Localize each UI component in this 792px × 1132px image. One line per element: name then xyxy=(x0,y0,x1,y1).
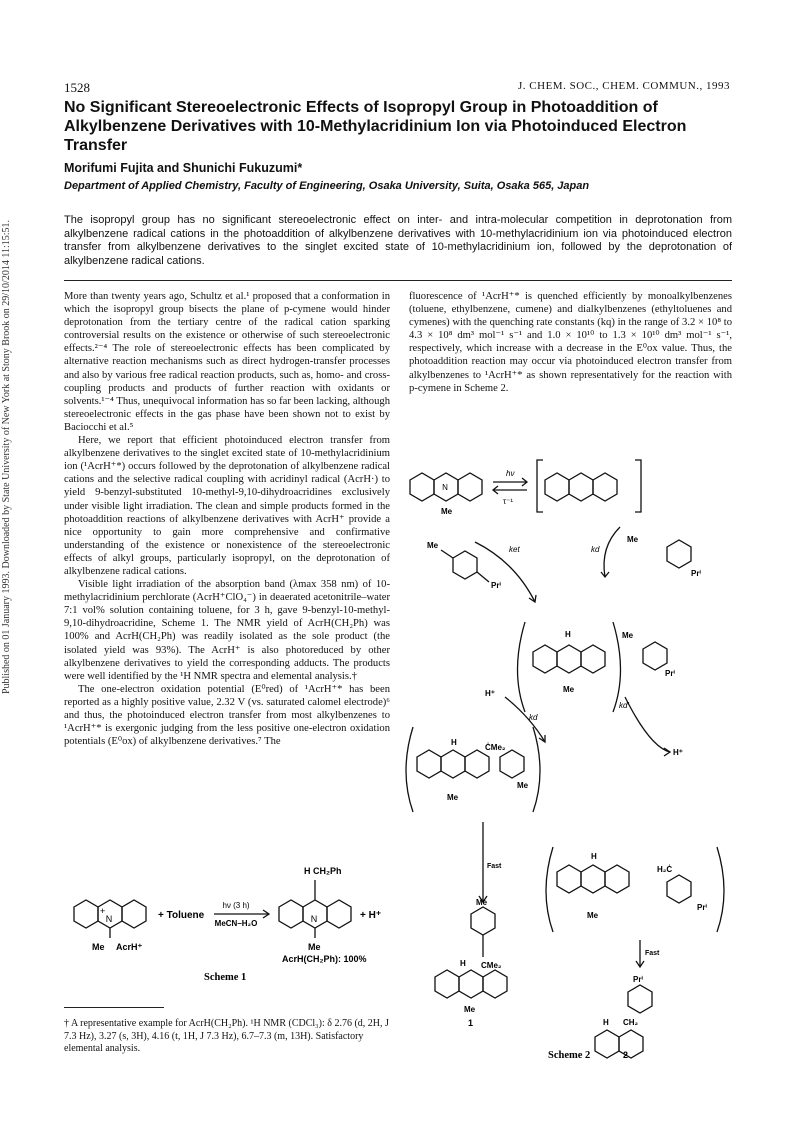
authors: Morifumi Fujita and Shunichi Fukuzumi* xyxy=(64,161,303,175)
article-title: No Significant Stereoelectronic Effects of Isopropyl Group in Photoaddition of Alkylbenzene Derivatives with 10-Methylacridinium Ion via Photoinduced Electron Transfer xyxy=(64,99,687,154)
scheme1-conditions-bottom: MeCN–H₂O xyxy=(214,919,258,928)
scheme2-me-3: Me xyxy=(627,535,639,544)
footnote: † A representative example for AcrH(CH₂Ph). ¹H NMR (CDCl₃): δ 2.76 (d, 2H, J 7.3 Hz), 3.27 (s, 3H), 4.16 (t, 1H, J 7.3 Hz), 6.7–7.3 (m, 13H). Satisfactory elemental analysis. xyxy=(64,1018,389,1054)
paragraph-intro: More than twenty years ago, Schultz et al.¹ proposed that a conformation in which the isopropyl group bisects the plane of p-cymene would hinder deprotonation from the tertiary centre of the radical cation sparking controversial results on the existence or otherwise of such stereoelectronic effects.²⁻⁴ The role of stereoelectronic effects has been complicated by alternative reaction mechanisms such as direct hydrogen-transfer processes and also by various free radical reaction products, such as, homo- and cross-coupling products and products of further reaction with oxidants or solvents.¹⁻⁴ Thus, unequivocal information has so far been lacking, although stereoelectronic effects in the gas phase have been shown not to exist by Baciocchi et al.⁵ xyxy=(64,291,390,433)
scheme2-label-2: 2 xyxy=(623,1050,629,1060)
scheme2-me-7: Me xyxy=(447,793,459,802)
scheme1-yield: AcrH(CH₂Ph): 100% xyxy=(282,954,367,964)
scheme2-me-5: Me xyxy=(563,685,575,694)
scheme2-h2c: H₂Ċ xyxy=(657,865,673,874)
svg-text:N: N xyxy=(442,483,448,492)
scheme2-h-plus-1: H⁺ xyxy=(485,689,495,698)
scheme-1 xyxy=(64,852,394,982)
scheme2-me-9: Me xyxy=(476,898,488,907)
scheme2-pr-4: Prⁱ xyxy=(697,903,707,912)
scheme2-hv: hν xyxy=(506,469,515,478)
journal-header: J. CHEM. SOC., CHEM. COMMUN., 1993 xyxy=(518,80,730,92)
scheme1-caption: Scheme 1 xyxy=(204,972,247,982)
scheme1-product-top: H CH₂Ph xyxy=(304,866,342,876)
scheme2-fast-2: Fast xyxy=(645,950,660,957)
scheme1-me-left: Me xyxy=(92,942,105,952)
page-number: 1528 xyxy=(64,80,90,95)
paragraph-fluorescence: fluorescence of ¹AcrH⁺* is quenched efficiently by monoalkylbenzenes (toluene, ethylbenzene, cumene) and dialkylbenzenes (ethyltoluenes and cymenes) with the quenching rate constants (kq) in the range of 3.2 × 10⁸ to 4.3 × 10⁸ dm³ mol⁻¹ s⁻¹ and 1.0 × 10¹⁰ to 1.3 × 10¹⁰ dm³ mol⁻¹ s⁻¹, respectively, which increase with a decrease in the E⁰ox value. Thus, the photoaddition reaction may occur via photoinduced electron transfer from alkylbenzenes to ¹AcrH⁺* as shown representatively for the reaction with p-cymene in Scheme 2. xyxy=(409,291,732,394)
scheme2-pr-1: Prⁱ xyxy=(491,581,501,590)
scheme2-h-5: H xyxy=(603,1018,609,1027)
scheme2-h-3: H xyxy=(591,852,597,861)
svg-text:+: + xyxy=(100,906,106,916)
scheme2-h-2: H xyxy=(451,738,457,747)
abstract-divider xyxy=(64,280,732,281)
scheme1-acr-label: AcrH⁺ xyxy=(116,942,143,952)
scheme2-cme2: ĊMe₂ xyxy=(485,743,506,752)
scheme-2 xyxy=(405,452,735,1064)
ring-left-c xyxy=(122,900,146,928)
scheme1-plus-h: + H⁺ xyxy=(360,910,382,921)
scheme1-reagent: + Toluene xyxy=(158,910,205,921)
scheme2-kd: kd xyxy=(591,545,600,554)
scheme2-cme2-product: CMe₂ xyxy=(481,961,502,970)
paragraph-irradiation: Visible light irradiation of the absorption band (λmax 358 nm) of 10-methylacridinium perchlorate (AcrH⁺ClO₄⁻) in deaerated acetonitrile–water 7:1 vol% solution containing toluene, for 3 h, gave 9-benzyl-10-methyl-9,10-dihydroacridine, Scheme 1. The NMR yield of AcrH(CH₂Ph) was 100% and AcrH(CH₂Ph) was readily isolated as the sole product (the isolated yield was 93%). The AcrH⁺ is also photoreduced by other alkylbenzene derivatives to yield the corresponding adducts. The products were well identified by the ¹H NMR spectra and elemental analysis.† xyxy=(64,579,390,682)
scheme2-label-1: 1 xyxy=(468,1018,474,1028)
scheme2-me-6: Me xyxy=(517,781,529,790)
body-column-left xyxy=(64,290,390,748)
scheme1-me-right: Me xyxy=(308,942,321,952)
download-sidebar-note: Published on 01 January 1993. Downloaded by State University of New York at Stony Brook on 29/10/2014 11:15:51. xyxy=(1,219,12,695)
scheme2-pr-5: Prⁱ xyxy=(633,975,643,984)
scheme2-h-1: H xyxy=(565,630,571,639)
scheme2-kd-prime: kd′ xyxy=(619,701,629,710)
abstract: The isopropyl group has no significant stereoelectronic effect on inter- and intra-molecular competition in deprotonation from alkylbenzene radical cations in the photoaddition of alkylbenzene derivatives with 10-methylacridinium ion via photoinduced electron transfer from alkylbenzene derivatives to the singlet excited state of 10-methylacridinium ion, followed by the deprotonation of alkylbenzene radical cations. xyxy=(64,214,732,267)
footnote-rule xyxy=(64,1007,164,1008)
svg-text:N: N xyxy=(310,914,318,924)
scheme2-me-8: Me xyxy=(587,911,599,920)
svg-text:N: N xyxy=(105,914,113,924)
scheme2-caption: Scheme 2 xyxy=(548,1050,591,1061)
scheme2-fast-1: Fast xyxy=(487,863,502,870)
scheme2-pr-3: Prⁱ xyxy=(665,669,675,678)
scheme2-h-4: H xyxy=(460,959,466,968)
scheme2-kd-2: kd xyxy=(529,713,538,722)
scheme2-h-plus-2: H⁺ xyxy=(673,748,683,757)
body-column-right xyxy=(409,290,732,395)
scheme2-tau: τ⁻¹ xyxy=(503,497,514,506)
scheme1-conditions-top: hν (3 h) xyxy=(222,901,250,910)
scheme2-me-10: Me xyxy=(464,1005,476,1014)
scheme2-me-2: Me xyxy=(427,541,439,550)
scheme2-me-4: Me xyxy=(622,631,634,640)
scheme2-pr-2: Prⁱ xyxy=(691,569,701,578)
scheme2-me-1: Me xyxy=(441,507,453,516)
scheme2-ket: ket xyxy=(509,545,520,554)
paragraph-report: Here, we report that efficient photoinduced electron transfer from alkylbenzene derivatives to the singlet excited state of 10-methylacridinium ion (¹AcrH⁺*) occurs followed by the deprotonation of alkylbenzene radical cations and the selective radical coupling with acridinyl radical (AcrH·) to yield 9-benzyl-substituted 10-methyl-9,10-dihydroacridines exclusively under visible light irradiation. The clean and simple products formed in the photoaddition reactions of alkylbenzene derivatives with AcrH⁺ provide a nice opportunity to gain more comprehensive and confirmative understanding of the existence or nonexistence of the stereoelectronic effects of alkyl groups, particularly isopropyl, on the deprotonation of alkylbenzene radical cations. xyxy=(64,435,390,577)
ring-left-a xyxy=(74,900,98,928)
paragraph-potential: The one-electron oxidation potential (E⁰red) of ¹AcrH⁺* has been reported as a highly positive value, 2.32 V (vs. saturated calomel electrode)⁶ and thus, the photoinduced electron transfer from most alkylbenzenes to ¹AcrH⁺* is exergonic judging from the less positive one-electron oxidation potentials (E⁰ox) of alkylbenzene derivatives.⁷ The xyxy=(64,683,390,748)
scheme2-ch2-product: CH₂ xyxy=(623,1018,639,1027)
affiliation: Department of Applied Chemistry, Faculty of Engineering, Osaka University, Suita, Osaka 565, Japan xyxy=(64,180,590,192)
